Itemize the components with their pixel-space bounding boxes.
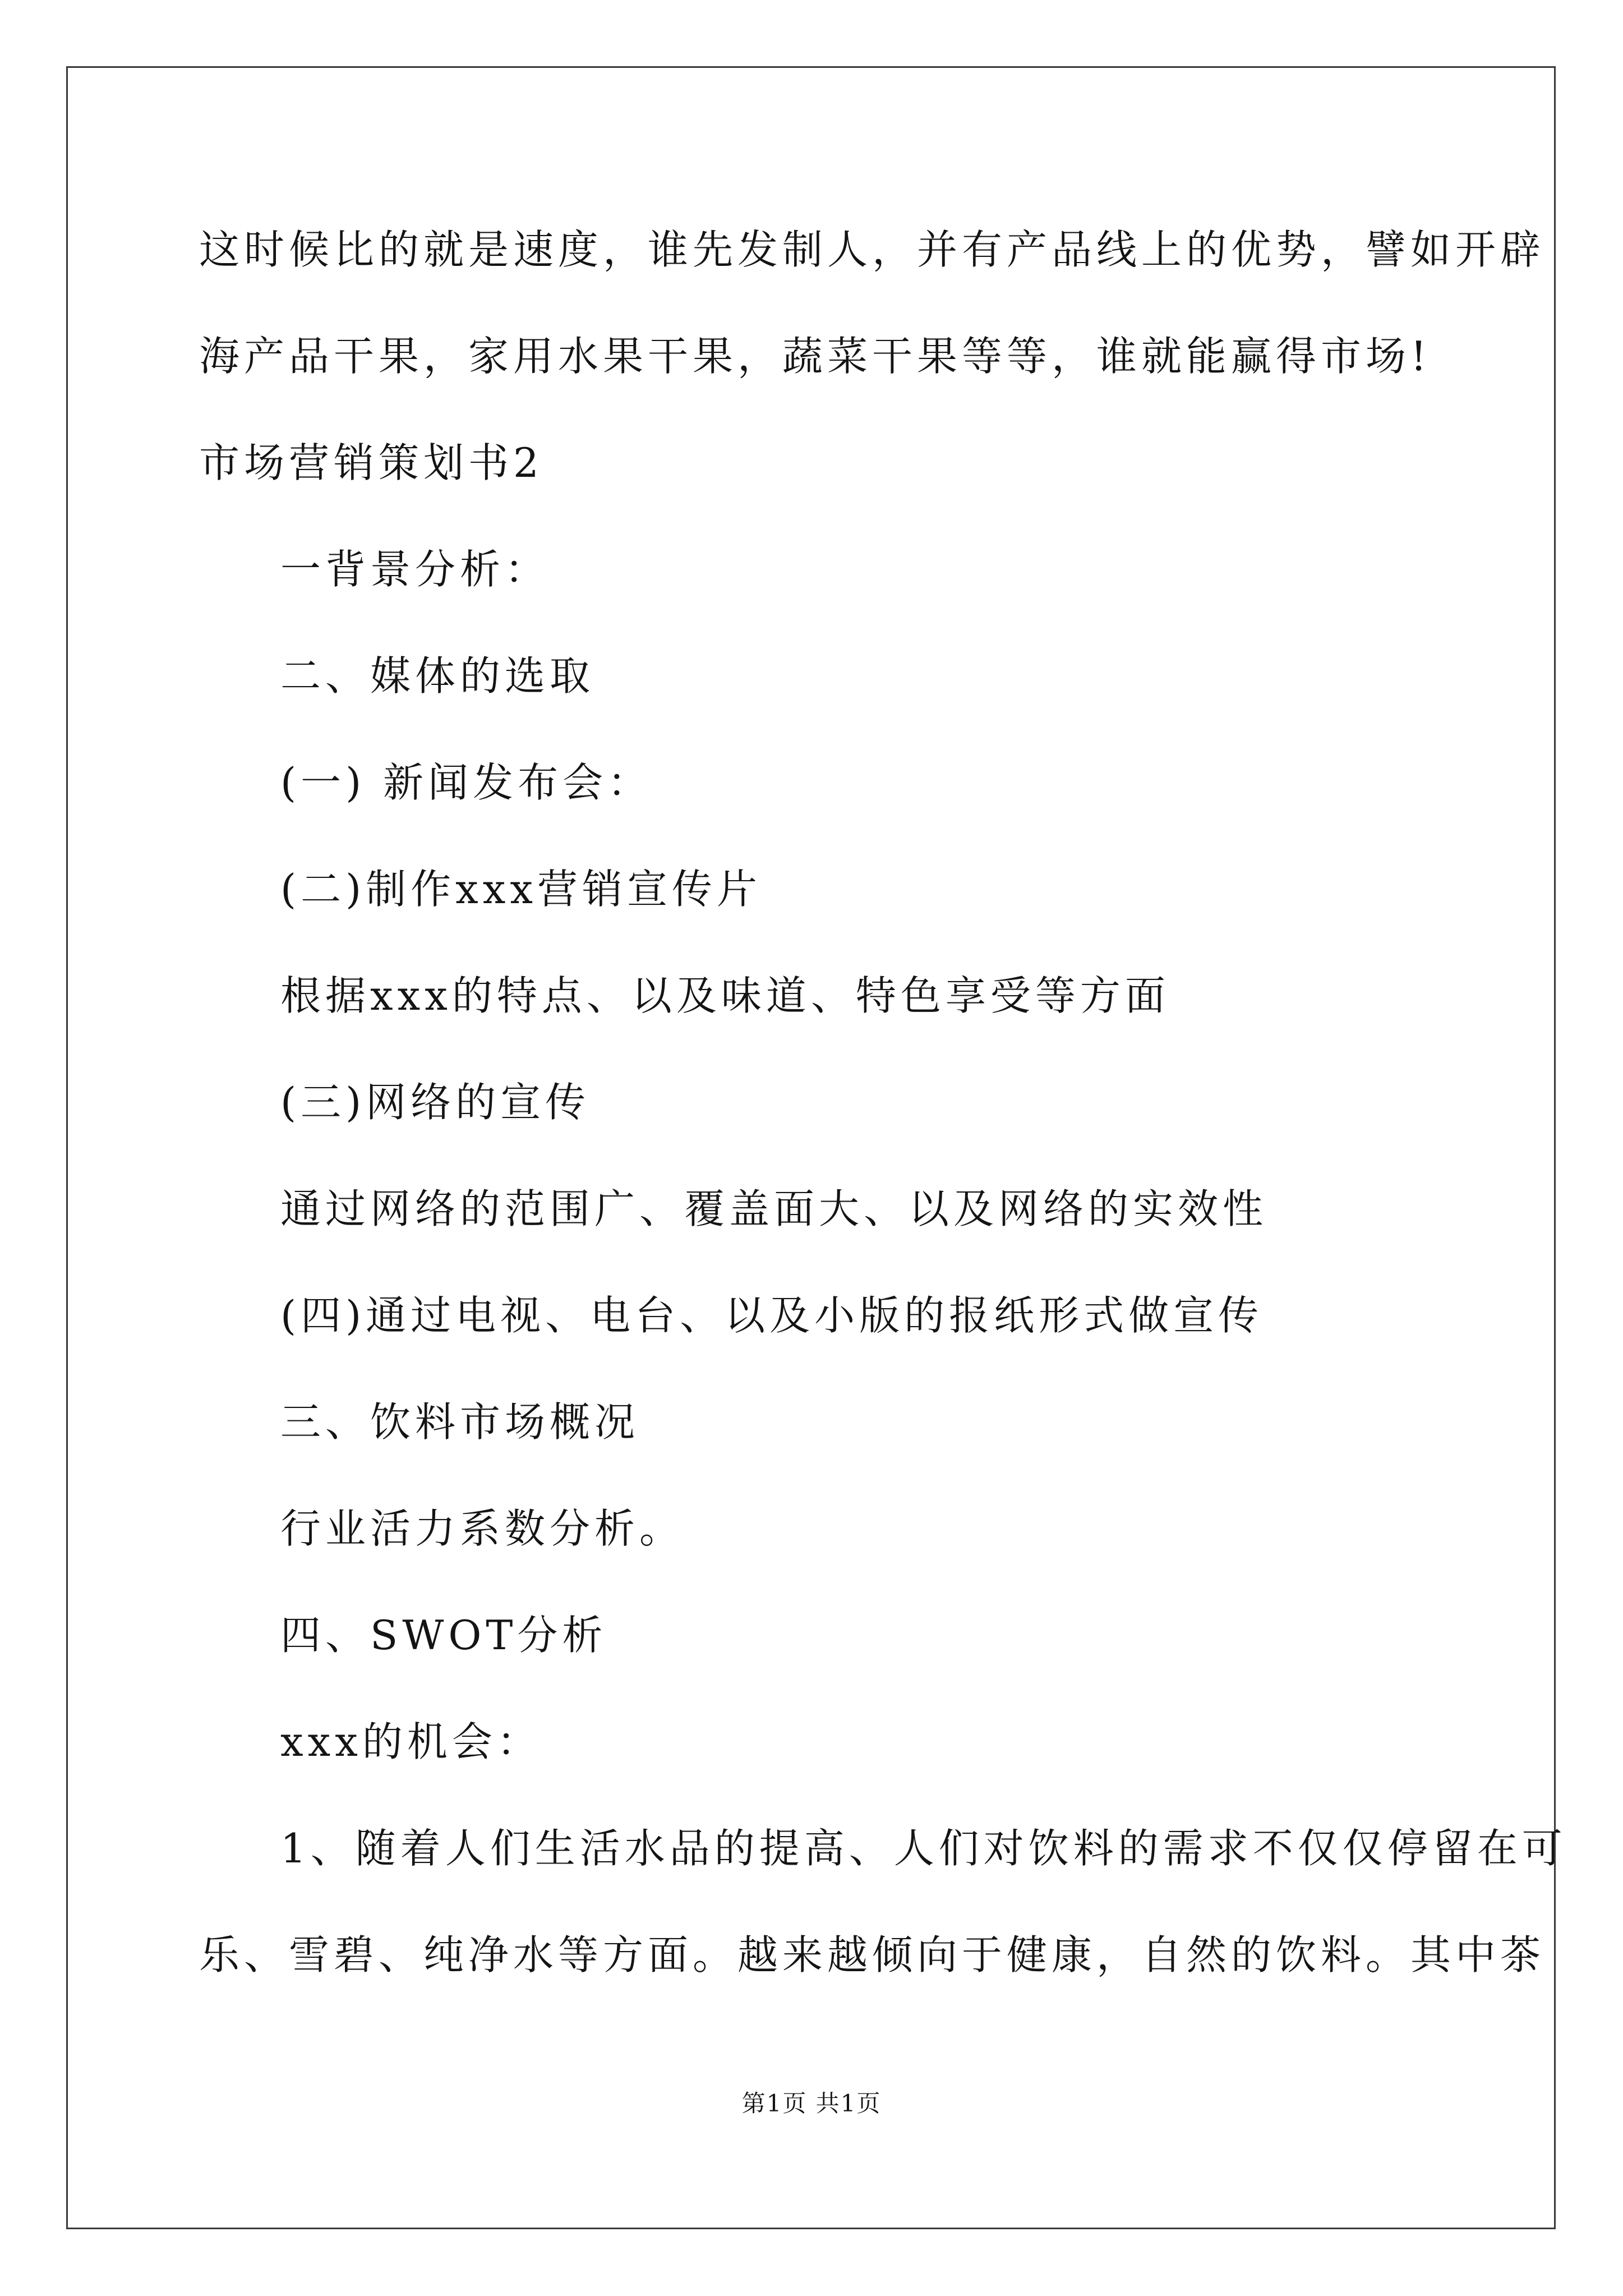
body-text-line: 海产品干果，家用水果干果，蔬菜干果等等，谁就能赢得市场! (199, 333, 1431, 380)
subheading-online-promotion: (三)网络的宣传 (280, 1079, 591, 1126)
subheading-tv-radio-print: (四)通过电视、电台、以及小版的报纸形式做宣传 (280, 1292, 1264, 1339)
subheading-opportunities: xxx的机会： (280, 1718, 542, 1765)
body-text-line: 行业活力系数分析。 (280, 1505, 685, 1552)
body-text-line: 1、随着人们生活水品的提高、人们对饮料的需求不仅仅停留在可 (280, 1825, 1567, 1872)
body-text-line: 乐、雪碧、纯净水等方面。越来越倾向于健康，自然的饮料。其中茶 (199, 1931, 1546, 1978)
heading-background-analysis: 一背景分析： (280, 546, 550, 593)
heading-beverage-market: 三、饮料市场概况 (280, 1398, 640, 1446)
body-text-line: 这时候比的就是速度，谁先发制人，并有产品线上的优势，譬如开辟 (199, 226, 1546, 273)
section-title: 市场营销策划书2 (199, 439, 543, 486)
page-border (66, 66, 1556, 2229)
heading-swot-analysis: 四、SWOT分析 (280, 1612, 607, 1659)
body-text-line: 根据xxx的特点、以及味道、特色享受等方面 (280, 972, 1170, 1019)
heading-media-selection: 二、媒体的选取 (280, 652, 595, 700)
subheading-promo-film: (二)制作xxx营销宣传片 (280, 866, 762, 913)
page-number-footer: 第1页 共1页 (741, 2090, 882, 2117)
subheading-press-conference: (一) 新闻发布会： (280, 759, 653, 806)
body-text-line: 通过网络的范围广、覆盖面大、以及网络的实效性 (280, 1185, 1268, 1232)
